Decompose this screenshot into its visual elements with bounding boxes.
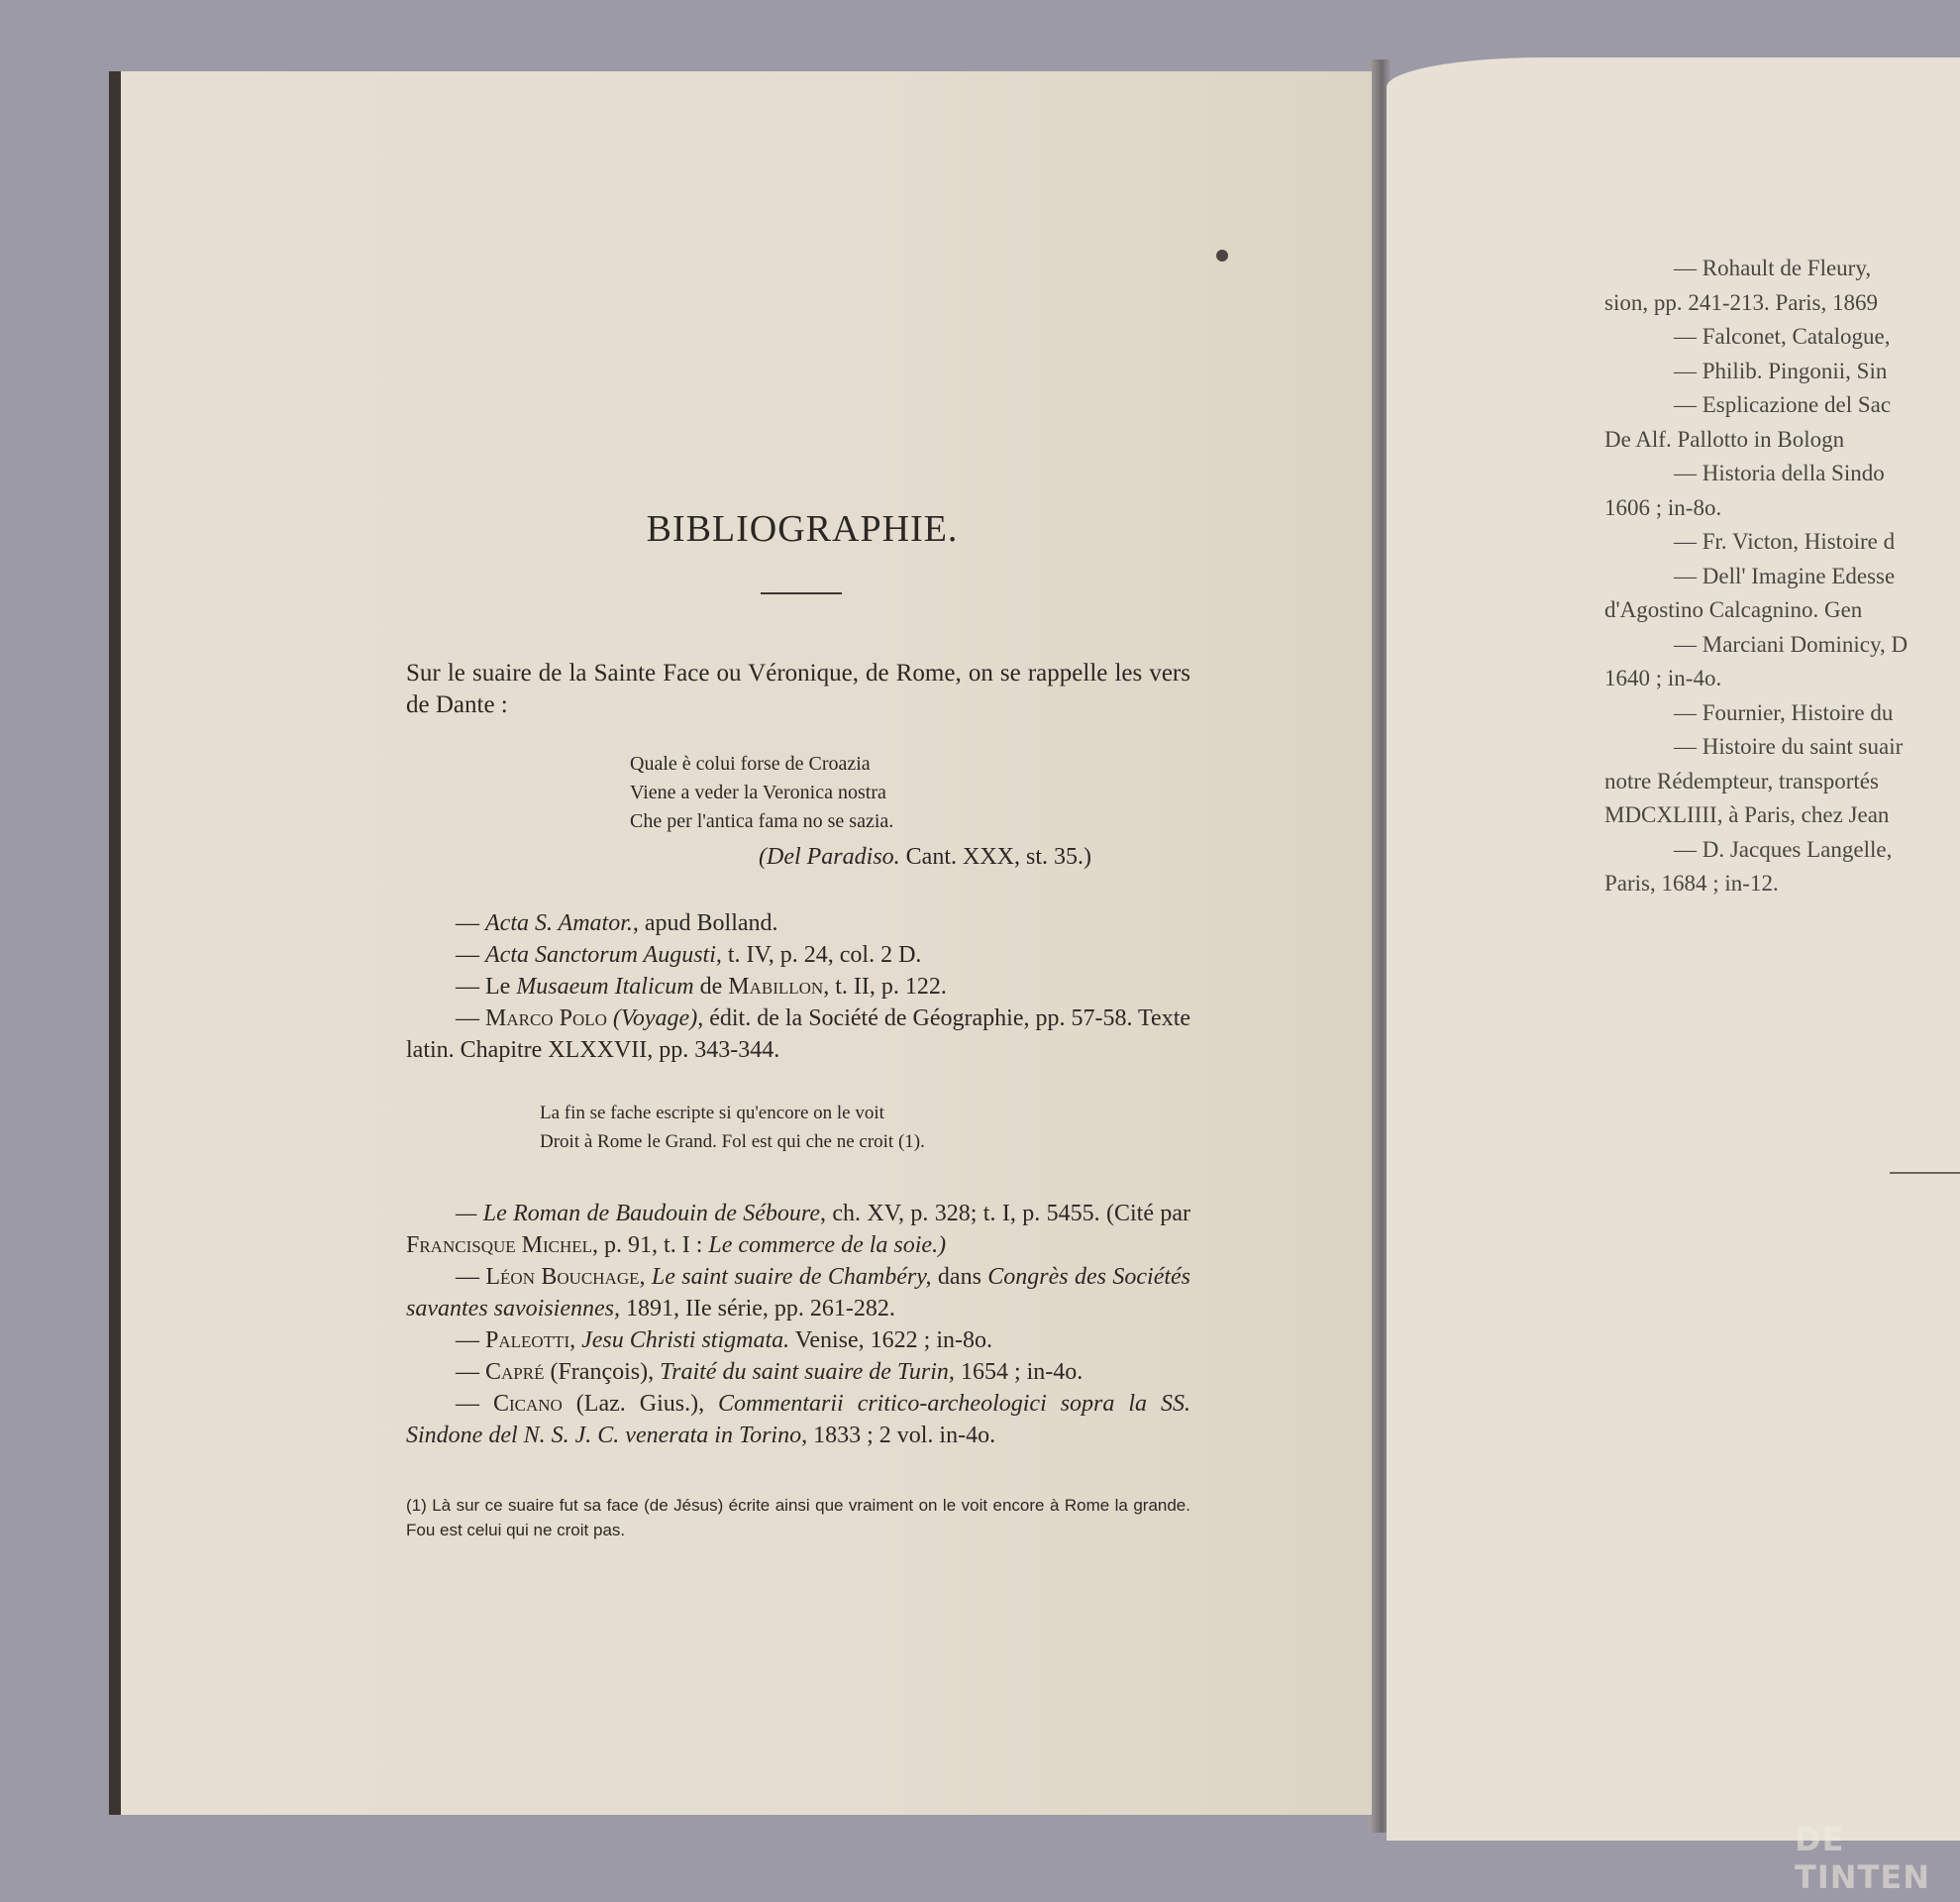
right-line: De Alf. Pallotto in Bologn bbox=[1604, 426, 1845, 452]
ink-spot bbox=[1216, 250, 1228, 262]
biblio-entry: — Capré (François), Traité du saint suaire de Turin, 1654 ; in-4o. bbox=[456, 1359, 1083, 1385]
citation-work: (Del Paradiso. bbox=[759, 844, 900, 870]
verse-line: Viene a veder la Veronica nostra bbox=[630, 782, 886, 803]
right-page-rule bbox=[1890, 1172, 1960, 1174]
biblio-entry: — Léon Bouchage, Le saint suaire de Chambéry, dans Congrès des Sociétés savantes savoisiennes, 1891, IIe série, pp. 261-282. bbox=[406, 1264, 1191, 1321]
verse-line: La fin se fache escripte si qu'encore on le voit bbox=[540, 1103, 884, 1123]
verse-citation bbox=[759, 844, 1091, 871]
right-line: — Dell' Imagine Edesse bbox=[1674, 563, 1896, 588]
bibliography-block-a bbox=[406, 907, 1190, 1066]
biblio-entry: — Le Roman de Baudouin de Séboure, ch. XV, p. 328; t. I, p. 5455. (Cité par Francisque Michel, p. 91, t. I : Le commerce de la soie.) bbox=[406, 1201, 1191, 1258]
right-line: — Esplicazione del Sac bbox=[1674, 392, 1892, 417]
right-line: — Fr. Victon, Histoire d bbox=[1674, 529, 1896, 554]
right-page-text bbox=[1604, 252, 1960, 901]
right-line: — Marciani Dominicy, D bbox=[1674, 631, 1908, 657]
biblio-entry: — Cicano (Laz. Gius.), Commentarii critico-archeologici sopra la SS. Sindone del N. S. J. C. venerata in Torino, 1833 ; 2 vol. in-4o. bbox=[406, 1391, 1191, 1448]
biblio-entry: — Marco Polo (Voyage), édit. de la Société de Géographie, pp. 57-58. Texte latin. Chapitre XLXXVII, pp. 343-344. bbox=[406, 1005, 1191, 1063]
citation-rest: Cant. XXX, st. 35.) bbox=[899, 844, 1091, 870]
right-line: 1640 ; in-4o. bbox=[1604, 666, 1722, 690]
footnote: (1) Là sur ce suaire fut sa face (de Jésus) écrite ainsi que vraiment on le voit encore à Rome la grande. Fou est celui qui ne croit pas. bbox=[406, 1496, 1190, 1539]
biblio-entry: — Le Musaeum Italicum de Mabillon, t. II, p. 122. bbox=[456, 974, 947, 1000]
right-line: d'Agostino Calcagnino. Gen bbox=[1604, 597, 1863, 622]
right-line: — Falconet, Catalogue, bbox=[1674, 324, 1891, 349]
right-line: — Fournier, Histoire du bbox=[1674, 699, 1894, 725]
biblio-entry: — Acta Sanctorum Augusti, t. IV, p. 24, col. 2 D. bbox=[456, 942, 922, 968]
right-line: Paris, 1684 ; in-12. bbox=[1604, 871, 1779, 896]
biblio-entry: — Paleotti, Jesu Christi stigmata. Venise, 1622 ; in-8o. bbox=[456, 1327, 993, 1353]
right-line: notre Rédempteur, transportés bbox=[1604, 768, 1879, 793]
right-line: — Philib. Pingonii, Sin bbox=[1674, 358, 1888, 383]
verse-line: Droit à Rome le Grand. Fol est qui che ne croit (1). bbox=[540, 1131, 925, 1152]
verse-line: Quale è colui forse de Croazia bbox=[630, 753, 871, 775]
right-line: 1606 ; in-8o. bbox=[1604, 494, 1722, 520]
verse-line: Che per l'antica fama no se sazia. bbox=[630, 810, 894, 832]
right-line: sion, pp. 241-213. Paris, 1869 bbox=[1604, 289, 1878, 315]
right-line: — D. Jacques Langelle, bbox=[1674, 836, 1893, 862]
bibliography-block-b bbox=[406, 1198, 1190, 1451]
page-title: BIBLIOGRAPHIE. bbox=[646, 508, 959, 550]
right-line: — Historia della Sindo bbox=[1674, 461, 1885, 485]
old-french-verse bbox=[540, 1099, 925, 1156]
right-line: — Rohault de Fleury, bbox=[1674, 256, 1872, 280]
title-rule bbox=[761, 592, 842, 594]
dante-verse bbox=[630, 750, 893, 836]
right-line: — Histoire du saint suair bbox=[1674, 734, 1904, 759]
watermark: DE TINTEN bbox=[1795, 1821, 1930, 1896]
biblio-entry: — Acta S. Amator., apud Bolland. bbox=[456, 910, 778, 936]
right-line: MDCXLIIII, à Paris, chez Jean bbox=[1604, 802, 1890, 827]
intro-paragraph: Sur le suaire de la Sainte Face ou Véronique, de Rome, on se rappelle les vers de Dante : bbox=[406, 660, 1190, 718]
